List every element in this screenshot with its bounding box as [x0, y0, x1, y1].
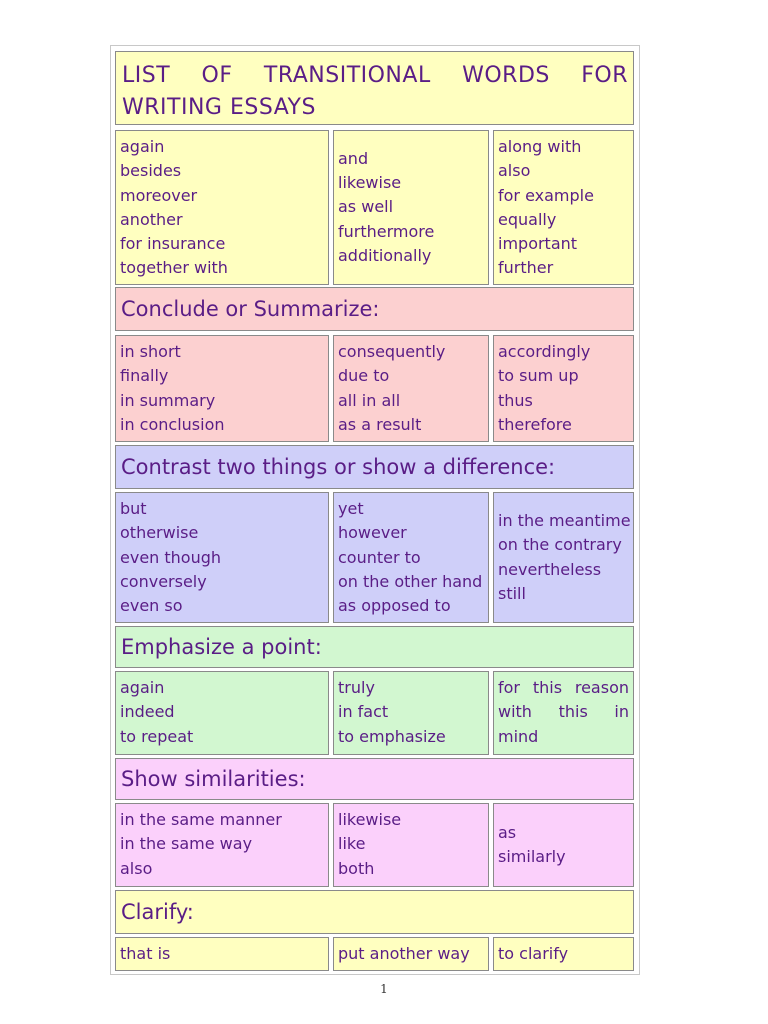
- page-number: 1: [380, 982, 388, 996]
- transition-word: like: [338, 834, 366, 854]
- transition-word: however: [338, 523, 407, 543]
- word-cell: [115, 130, 329, 285]
- transition-word: otherwise: [120, 523, 199, 543]
- transition-word: accordingly: [498, 342, 591, 361]
- transition-word: in the meantime: [498, 510, 631, 530]
- word-cell: [115, 937, 329, 971]
- transition-word: counter to: [338, 547, 421, 567]
- transition-word: equally: [498, 209, 557, 229]
- transition-word: to emphasize: [338, 726, 446, 746]
- transition-word: further: [498, 258, 554, 278]
- word-cell: [115, 671, 329, 755]
- transition-word: in conclusion: [120, 414, 225, 434]
- transition-word: also: [498, 161, 531, 181]
- word-cell: [493, 335, 634, 442]
- transition-word: put another way: [338, 943, 470, 963]
- transition-word: thus: [498, 390, 533, 410]
- transition-word: besides: [120, 161, 182, 181]
- section-heading-contrast-two-things-or-show-a-difference: Contrast two things or show a difference:: [115, 445, 634, 489]
- transition-word: similarly: [498, 847, 566, 866]
- transition-word: in summary: [120, 390, 216, 410]
- section-heading-conclude-or-summarize: Conclude or Summarize:: [115, 287, 634, 331]
- title-line-2: WRITING ESSAYS: [122, 95, 316, 120]
- transition-word: as opposed to: [338, 596, 451, 616]
- transition-word: in the same manner: [120, 810, 282, 829]
- transition-word: therefore: [498, 414, 572, 434]
- word-cell: [333, 671, 489, 755]
- word-cell: [333, 803, 489, 887]
- transition-word: important: [498, 234, 578, 254]
- transition-word: to sum up: [498, 366, 579, 386]
- transition-word: on the other hand: [338, 571, 483, 591]
- transition-word: indeed: [120, 702, 175, 722]
- word-cell: [493, 130, 634, 285]
- transition-word: in fact: [338, 702, 389, 722]
- transition-word: both: [338, 858, 375, 878]
- transition-word: finally: [120, 366, 169, 386]
- title-line-1: LIST OF TRANSITIONAL WORDS FOR: [122, 63, 628, 88]
- transition-word: that is: [120, 943, 171, 963]
- word-cell: [333, 130, 489, 285]
- transition-word: for this reason with this in: [498, 678, 629, 722]
- word-cell: [493, 492, 634, 623]
- word-cell: [115, 492, 329, 623]
- transition-word: as: [498, 822, 517, 842]
- transition-word: furthermore: [338, 221, 435, 241]
- transition-word: as a result: [338, 414, 422, 434]
- transition-word: all in all: [338, 390, 401, 410]
- transition-word: even so: [120, 596, 183, 616]
- transition-word: even though: [120, 547, 222, 567]
- word-cell: [115, 803, 329, 887]
- transition-word: conversely: [120, 571, 207, 591]
- transition-word: in short: [120, 342, 181, 361]
- word-cell: [493, 937, 634, 971]
- transition-word: due to: [338, 366, 390, 386]
- transition-word: nevertheless: [498, 559, 602, 579]
- transition-word: likewise: [338, 810, 402, 829]
- transition-word: another: [120, 209, 183, 229]
- transition-word: on the contrary: [498, 535, 622, 555]
- word-cell: [493, 803, 634, 887]
- transition-word: likewise: [338, 173, 402, 193]
- transition-word: for example: [498, 185, 594, 205]
- section-heading-clarify: Clarify:: [115, 890, 634, 934]
- word-cell: [493, 671, 634, 755]
- transition-word: still: [498, 583, 526, 603]
- transition-word: in the same way: [120, 834, 253, 854]
- section-heading-show-similarities: Show similarities:: [115, 758, 634, 800]
- word-cell: [115, 335, 329, 442]
- transition-word: along with: [498, 137, 582, 156]
- word-cell: [333, 492, 489, 623]
- transition-word: together with: [120, 258, 228, 278]
- transition-word: again: [120, 137, 165, 156]
- section-heading-emphasize-a-point: Emphasize a point:: [115, 626, 634, 668]
- transition-word: truly: [338, 678, 375, 697]
- transition-word: yet: [338, 499, 364, 518]
- transition-word: consequently: [338, 342, 446, 361]
- transition-word: mind: [498, 726, 539, 746]
- transition-word: again: [120, 678, 165, 697]
- transition-word: but: [120, 499, 147, 518]
- transition-word: as well: [338, 197, 394, 217]
- document-title: [115, 51, 634, 125]
- transition-word: additionally: [338, 245, 432, 265]
- word-cell: [333, 937, 489, 971]
- transition-word: to clarify: [498, 943, 569, 963]
- transition-word: also: [120, 858, 153, 878]
- word-cell: [333, 335, 489, 442]
- transition-word: and: [338, 148, 369, 168]
- transition-word: moreover: [120, 185, 198, 205]
- transition-word: to repeat: [120, 726, 194, 746]
- transition-word: for insurance: [120, 234, 226, 254]
